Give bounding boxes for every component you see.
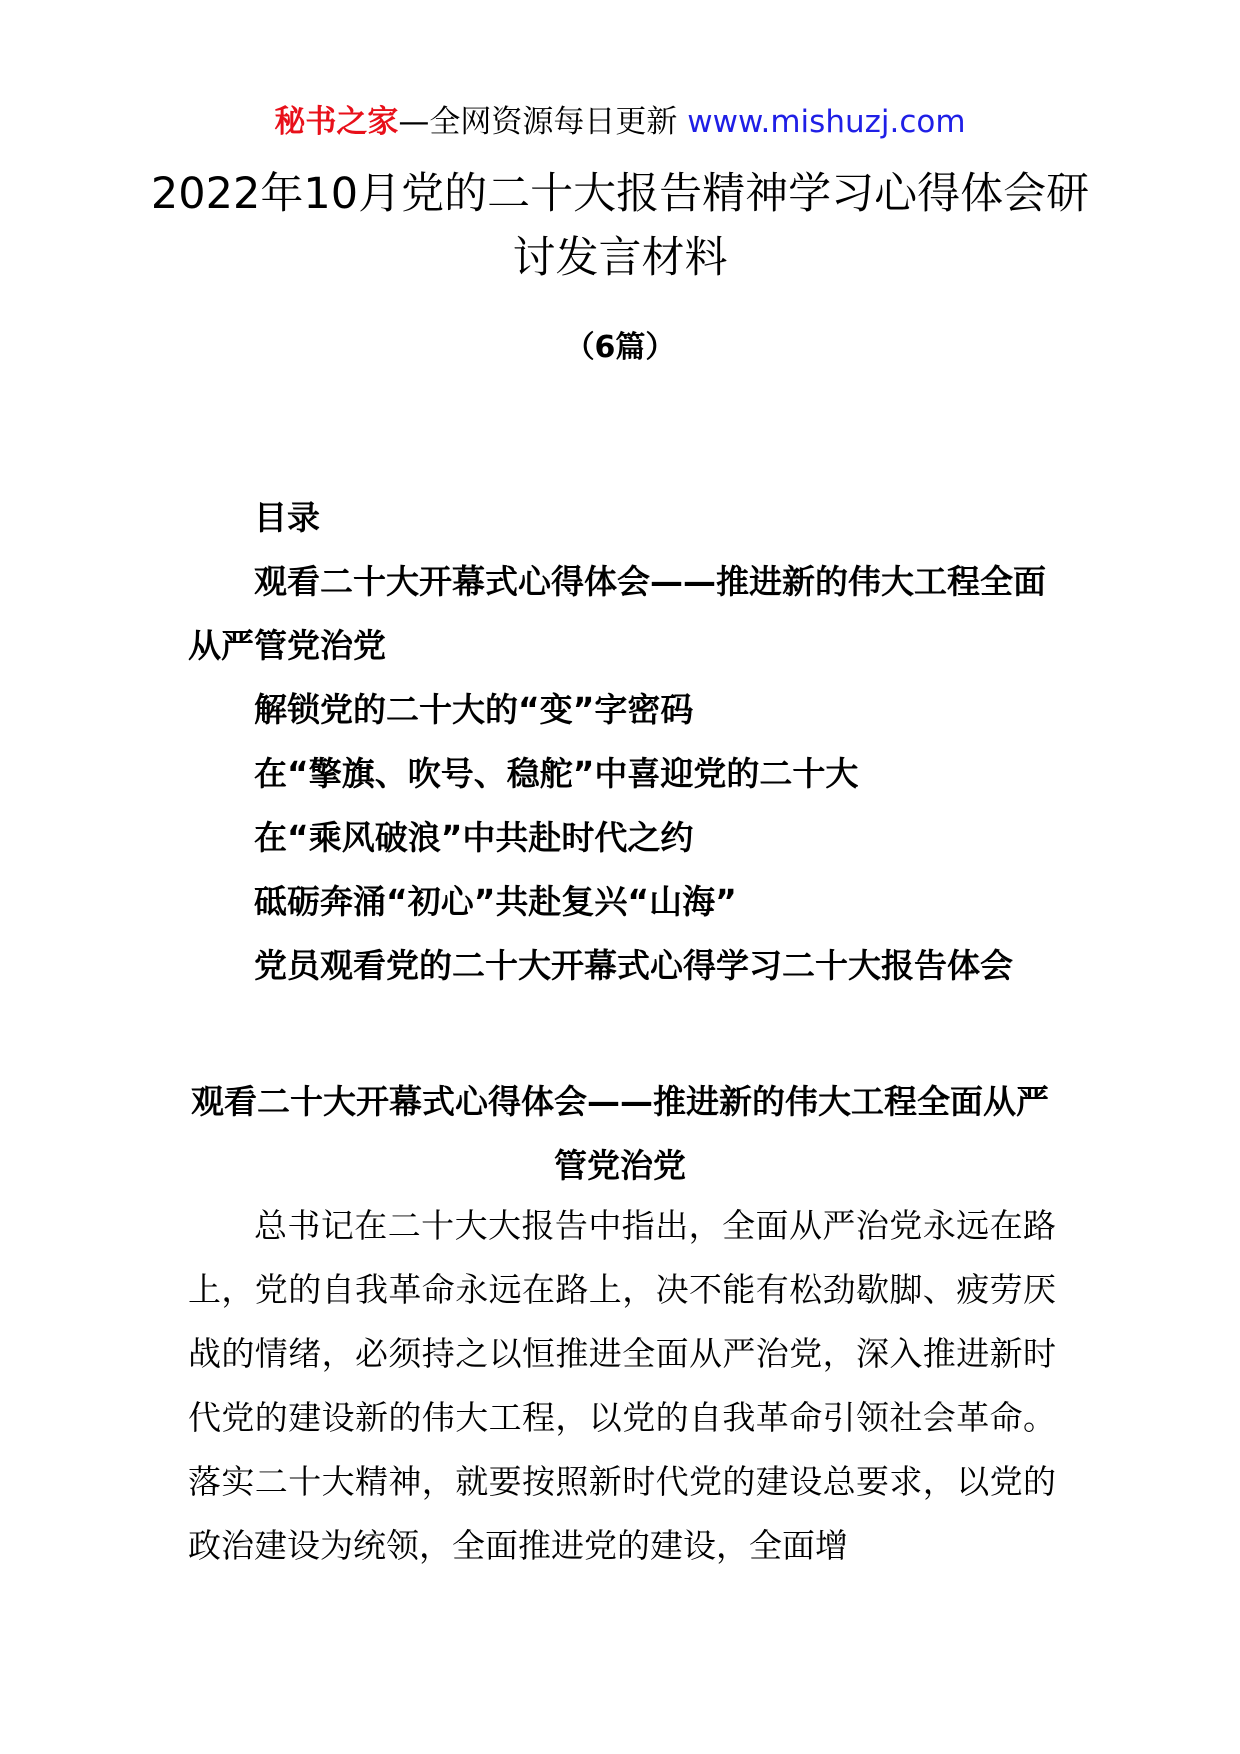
article-count: （6篇） — [564, 330, 676, 365]
toc-heading: 目录 — [254, 498, 320, 537]
toc-item[interactable]: 党员观看党的二十大开幕式心得学习二十大报告体会 — [254, 946, 1013, 985]
site-header — [0, 100, 1240, 144]
toc-item[interactable]: 砥砺奔涌“初心”共赴复兴“山海” — [254, 882, 737, 921]
document-title: 2022年10月党的二十大报告精神学习心得体会研讨发言材料 — [150, 169, 1090, 283]
section-title: 观看二十大开幕式心得体会——推进新的伟大工程全面从严管党治党 — [191, 1082, 1049, 1185]
toc-item[interactable]: 解锁党的二十大的“变”字密码 — [254, 690, 694, 729]
toc-item[interactable]: 观看二十大开幕式心得体会——推进新的伟大工程全面从严管党治党 — [188, 562, 1046, 665]
toc-item[interactable]: 在“乘风破浪”中共赴时代之约 — [254, 818, 694, 857]
body-paragraph: 总书记在二十大大报告中指出，全面从严治党永远在路上，党的自我革命永远在路上，决不能有松劲歇脚、疲劳厌战的情绪，必须持之以恒推进全面从严治党，深入推进新时代党的建设新的伟大工程，以党的自我革命引领社会革命。落实二十大精神，就要按照新时代党的建设总要求，以党的政治建设为统领，全面推进党的建设，全面增 — [188, 1206, 1056, 1565]
toc-item[interactable]: 在“擎旗、吹号、稳舵”中喜迎党的二十大 — [254, 754, 859, 793]
brand-name: 秘书之家 — [274, 104, 399, 140]
site-slogan: —全网资源每日更新 — [398, 104, 688, 140]
site-link[interactable]: www.mishuzj.com — [687, 104, 966, 140]
table-of-contents — [188, 486, 1058, 998]
